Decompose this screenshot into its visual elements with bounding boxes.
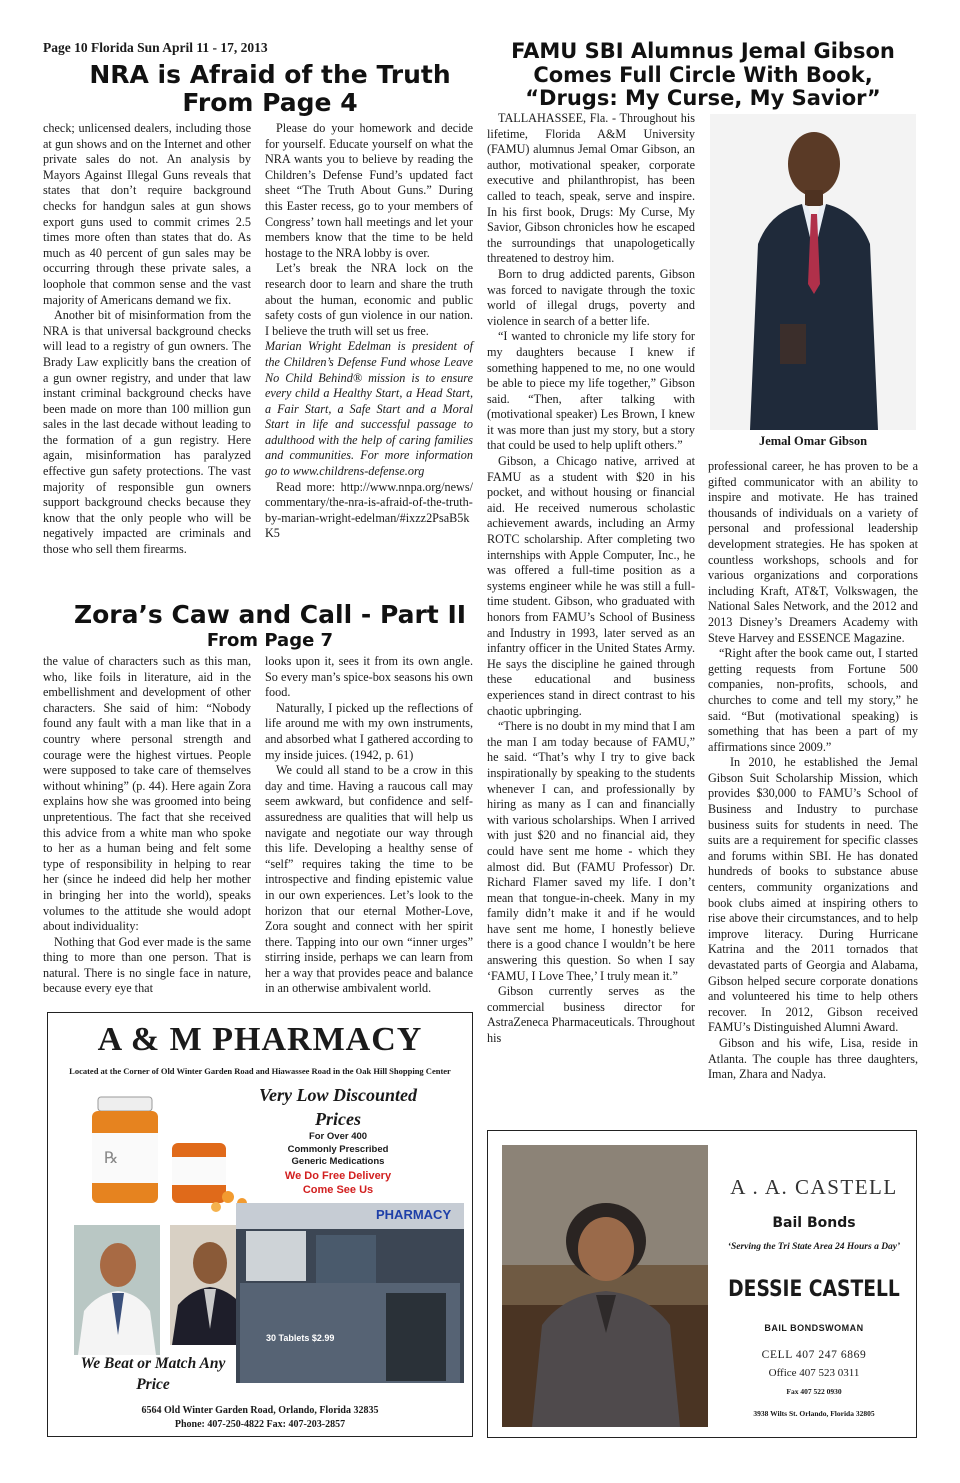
zora-column-2	[265, 654, 473, 997]
promo-line: For Over 400	[308, 1131, 368, 1142]
store-window-text: 30 Tablets $2.99	[266, 1333, 335, 1343]
nra-column-2	[265, 121, 473, 542]
famu-title-line: “Drugs: My Curse, My Savior”	[525, 86, 881, 110]
zora-paragraph: Nothing that God ever made is the same thing to more than one person. That is natural. There is no single face in nature, because every eye that	[43, 934, 251, 996]
page-folio: Page 10 Florida Sun April 11 - 17, 2013	[43, 40, 268, 55]
pharmacy-title: A & M PHARMACY	[97, 1021, 423, 1058]
nra-paragraph: Let’s break the NRA lock on the research door to learn and share the truth about the human, economic and public safety costs of gun violence in our nation. I believe the truth will set us free.	[265, 261, 473, 338]
famu-paragraph: Gibson and his wife, Lisa, reside in Atlanta. The couple has three daughters, Iman, Zhara and Nadya.	[708, 1035, 918, 1082]
famu-paragraph: Born to drug addicted parents, Gibson was forced to navigate through the toxic world of illegal drugs, poverty and violence in search of a better life.	[487, 266, 695, 328]
zora-paragraph: looks upon it, sees it from its own angle. So every man’s spice-box seasons his own food.	[265, 654, 473, 700]
famu-title-line: FAMU SBI Alumnus Jemal Gibson	[511, 39, 895, 63]
store-sign: PHARMACY	[376, 1207, 452, 1222]
bail-service: Bail Bonds	[772, 1215, 856, 1231]
promo-line: Generic Medications	[291, 1156, 385, 1167]
famu-title-line: Comes Full Circle With Book,	[533, 62, 873, 87]
pharmacy-address: 6564 Old Winter Garden Road, Orlando, Florida 32835	[141, 1405, 379, 1416]
nra-column-1	[43, 121, 251, 558]
famu-paragraph: In 2010, he established the Jemal Gibson Suit Scholarship Mission, which provides $30,000 to FAMU’s School of Business and Industry to purchase business suits for students in need. The suits are a requirement for specific classes and forums within SBI. He has donated hundreds of books to substance abuse centers, community organizations and book clubs aimed at inspiring others to rise above their circumstances, and to help improve literacy. During Hurricane Katrina and the 2011 tornados that devastated parts of Georgia and Alabama, Gibson helped secure corporate donations and volunteered his time to help others recover. In 2012, Gibson received FAMU’s Distinguished Alumni Award.	[708, 755, 918, 1035]
promo-line: Commonly Prescribed	[287, 1143, 389, 1155]
bail-company: A . A. CASTELL	[730, 1175, 898, 1199]
zora-continued: From Page 7	[206, 630, 334, 651]
famu-paragraph: “Right after the book came out, I started getting requests from Fortune 500 companies, non-profits, schools, and churches to come and tell my story,” he said. “But (motivational speaking) is something that has been a part of my affirmations since 2009.”	[708, 646, 918, 754]
nra-title: NRA is Afraid of the Truth	[89, 60, 451, 89]
zora-paragraph: the value of characters such as this man, who, like foils in literature, aid in the embellishment and development of other characters. She said of him: “Nobody found any fault with a man like that in a country where personal strength and courage were the highest virtues. People were supposed to take care of themselves without whining” (p. 44). Here again Zora explains how she was groomed into being unpretentious. The fact that she received this advice from a white man who spoke to her as a human being and felt some type of responsibility in helping to rear her (since he indeed did help her mother in bringing her into the world), speaks volumes to the attitude she would adopt about individuality:	[43, 654, 251, 934]
pharmacy-phone: Phone: 407-250-4822 Fax: 407-203-2857	[174, 1419, 346, 1430]
zora-headline	[40, 600, 500, 653]
svg-text:℞: ℞	[104, 1148, 119, 1167]
pharmacy-ad	[47, 1012, 473, 1437]
famu-headline	[487, 40, 919, 111]
bail-bonds-ad	[487, 1130, 917, 1438]
read-more-link[interactable]: Read more: http://www.nnpa.org/news/commentary/the-nra-is-afraid-of-the-truth-by-marian-wright-edelman/#ixzz2PsaB5kK5	[265, 479, 473, 541]
famu-paragraph: “There is no doubt in my mind that I am the man I am today because of FAMU,” he said. “That’s why I try to give back inspirationally by speaking to the students whenever I can, and professionally by hiring as many as I can and financially with various scholarships. When I arrived with just $20 and no financial aid, they could have sent me home - which they almost did. But (FAMU Professor) Dr. Richard Flamer saved my life. I don’t mean that tongue-in-cheek. Many in my family didn’t make it and if he would have sent me home, I honestly believe there is a good chance I wouldn’t be here answering this question. So when I say ‘FAMU, I Love Thee,’ I truly mean it.”	[487, 719, 695, 983]
zora-paragraph: We could all stand to be a crow in this day and time. Having a raucous call may seem awkward, but confidence and self-assuredness are qualities that will help us navigate and negotiate our way through this life. Developing a healthy sense of “self” requires taking the time to be introspective and finding epistemic value in our own experiences. Let’s look to the horizon that our eternal Mother-Love, Zora sought and connect with her spirit there. Tapping into our own “inner urges” stirring inside, perhaps we can learn from her a way that provides peace and balance in an otherwise ambivalent world.	[265, 763, 473, 996]
bail-agent-name: DESSIE CASTELL	[728, 1277, 900, 1302]
delivery-line: We Do Free Delivery	[284, 1169, 392, 1182]
zora-column-1	[43, 654, 251, 997]
nra-paragraph: check; unlicensed dealers, including those at gun shows and on the Internet and other private sales do not. An analysis by Mayors Against Illegal Guns reveals that states that don’t require background checks for handgun sales at gun shows export guns used to commit crimes 2.5 times more often than states that do. As much as 40 percent of gun sales may be occurring through these private sales, a loophole that common sense and the vast majority of Americans demand we fix.	[43, 121, 251, 307]
famu-column-2	[708, 459, 918, 1083]
author-bio: Marian Wright Edelman is president of the Children’s Defense Fund whose Leave No Child Behind® mission is to ensure every child a Healthy Start, a Head Start, a Fair Start, a Safe Start and a Moral Start in life and successful passage to adulthood with the help of caring families and communities. For more information go to www.childrens-defense.org	[265, 339, 473, 479]
nra-paragraph: Please do your homework and decide for yourself. Educate yourself on what the NRA wants you to believe by reading the Children’s Defense Fund’s updated fact sheet “The Truth About Guns.” During this Easter recess, go to your members of Congress’ town hall meetings and let your members know that the time to be held hostage to the NRA lobby is over.	[265, 121, 473, 260]
nra-paragraph: Another bit of misinformation from the NRA is that universal background checks will lead to a registry of gun owners. The Brady Law explicitly bans the creation of a gun owner registry, and under that law instant criminal background checks have been made on more than 100 million gun sales in the last decade without leading to the formation of a gun registry. Here again, misinformation has paralyzed effective gun safety protections. The vast majority of responsible gun owners support background checks because they know that the only people who will be negatively impacted are criminals and those who sell them firearms.	[43, 308, 251, 557]
nra-headline	[40, 60, 500, 117]
pharmacy-headline: Very Low Discounted Prices	[258, 1085, 417, 1129]
castell-photo	[502, 1145, 708, 1427]
come-see-us-line: Come See Us	[302, 1183, 374, 1196]
famu-paragraph: Gibson, a Chicago native, arrived at FAMU as a student with $20 in his pocket, and without housing or financial aid. He received numerous scholastic achievement awards, including an Army ROTC scholarship. After completing two internships with Apple Computer, Inc., he was offered a full-time position as a systems engineer while he was still a full-time student. Gibson, who graduated with honors from FAMU’s School of Business and Industry in 1993, later served as an infantry officer in the United States Army. He says the discipline he gained through these educational and business experiences stand in direct contrast to his chaotic upbringing.	[487, 454, 695, 718]
zora-paragraph: Naturally, I picked up the reflections of life around me with my own instruments, and absorbed what I gathered according to my inside juices. (1942, p. 61)	[265, 700, 473, 762]
zora-title: Zora’s Caw and Call - Part II	[73, 600, 467, 629]
storefront-photo	[236, 1203, 464, 1383]
famu-paragraph: TALLAHASSEE, Fla. - Throughout his lifetime, Florida A&M University (FAMU) alumnus Jemal Omar Gibson, an author, motivational speaker, corporate executive and philanthropist, has been called to teach, speak, serve and inspire. In his first book, Drugs: My Curse, My Savior, Gibson chronicles how he escaped the surroundings that unapologetically threatened to destroy him.	[487, 111, 695, 266]
beat-or-match: We Beat or Match Any Price	[80, 1355, 226, 1393]
bail-address: 3938 Wilts St. Orlando, Florida 32805	[753, 1409, 875, 1418]
bail-role: BAIL BONDSWOMAN	[764, 1323, 864, 1333]
photo-caption: Jemal Omar Gibson	[758, 434, 868, 448]
famu-paragraph: professional career, he has proven to be a gifted communicator with an ability to inspire and motivate. He has trained thousands of individuals on a variety of personal and professional leadership development strategies. He has spoken at countless workshops, schools and for various organizations and corporations including Kraft, AT&T, Volkswagen, the National Sales Network, and the 2012 and 2013 Disney’s Dreamers Academy with Steve Harvey and ESSENCE Magazine.	[708, 459, 918, 645]
bail-fax: Fax 407 522 0930	[786, 1387, 842, 1396]
pill-bottles-image	[78, 1087, 268, 1219]
pharmacy-location: Located at the Corner of Old Winter Garden Road and Hiawassee Road in the Oak Hill Shopping Center	[69, 1066, 451, 1076]
bail-office[interactable]: Office 407 523 0311	[768, 1367, 860, 1379]
nra-continued: From Page 4	[182, 88, 358, 117]
famu-paragraph: Gibson currently serves as the commercial business director for AstraZeneca Pharmaceuticals. Throughout his	[487, 984, 695, 1046]
bail-cell[interactable]: CELL 407 247 6869	[761, 1349, 867, 1361]
famu-paragraph: “I wanted to chronicle my life story for my daughters because I knew if something happened to me, no one would be able to piece my life together,” Gibson said. “Then, after talking with (motivational speaker) Les Brown, I knew it was more than just my story, but a story that could be used to help uplift others.”	[487, 329, 695, 453]
gibson-photo	[710, 114, 916, 430]
pharmacist-photo	[74, 1225, 160, 1355]
bail-tagline: ‘Serving the Tri State Area 24 Hours a Day’	[727, 1242, 901, 1252]
famu-column-1	[487, 111, 695, 1047]
